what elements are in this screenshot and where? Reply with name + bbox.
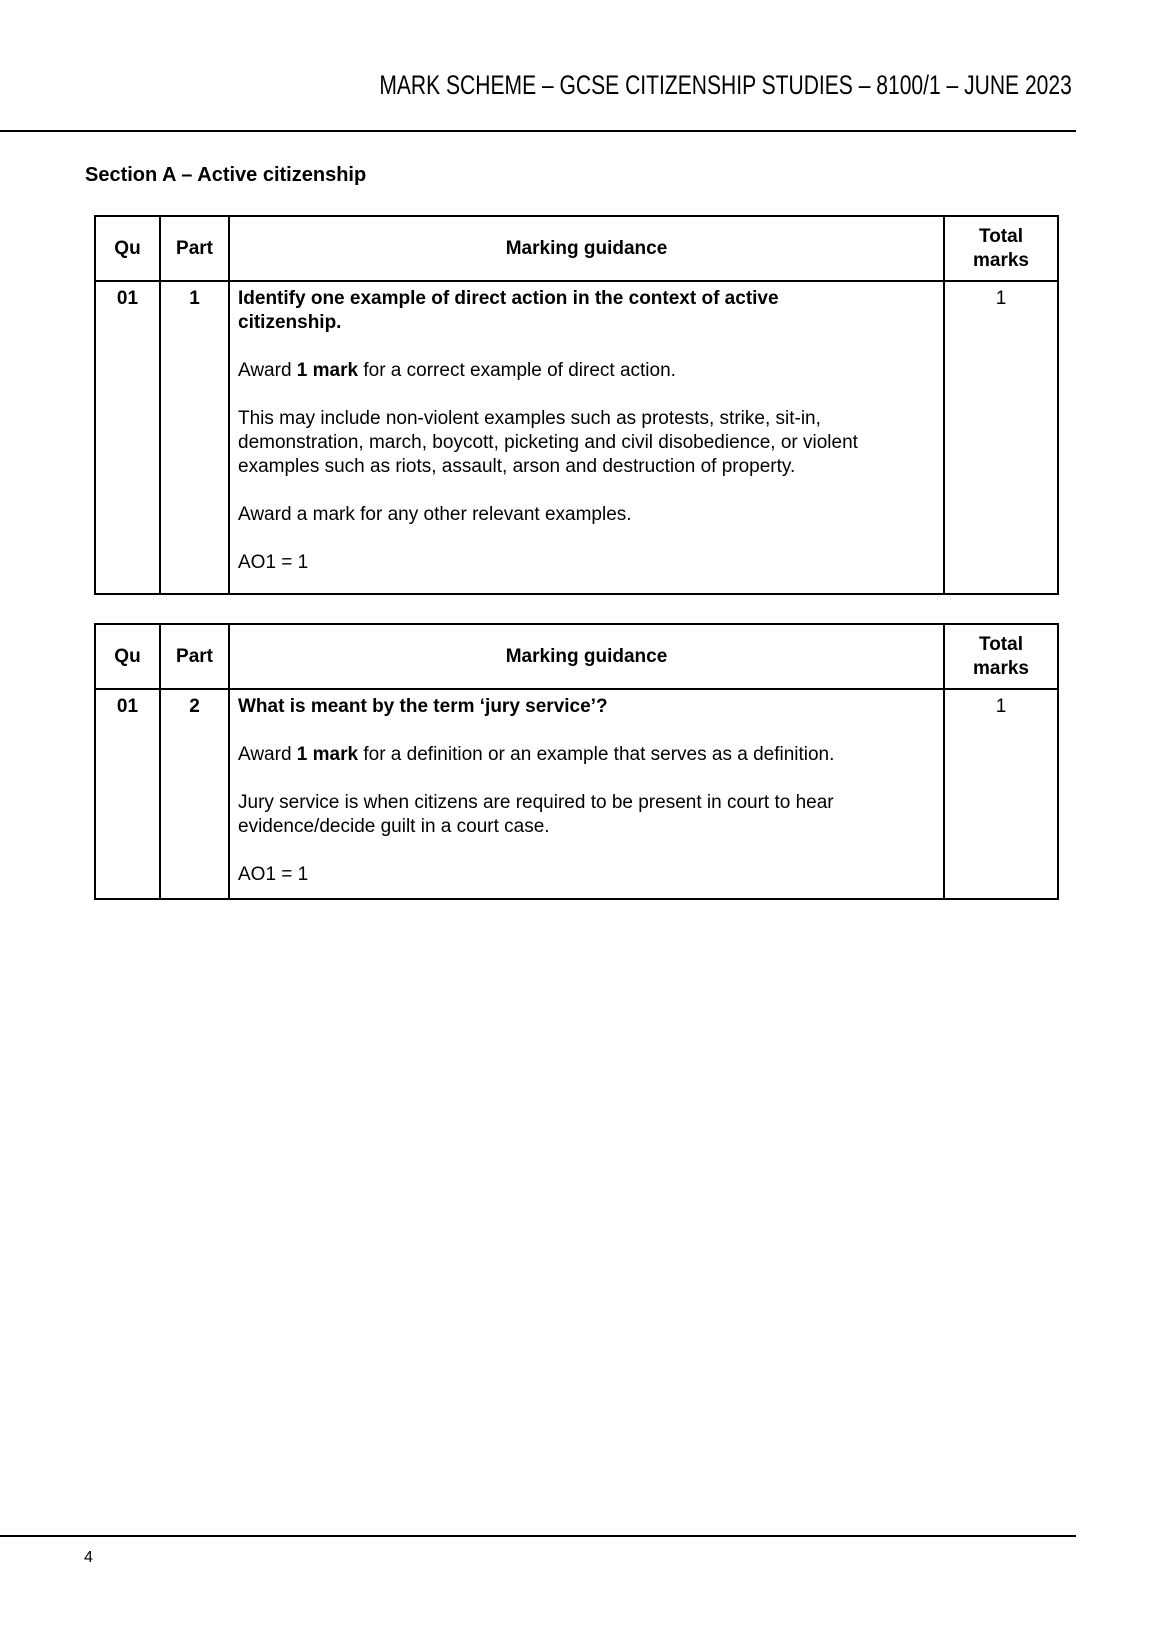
part-number-cell: 2 xyxy=(160,689,229,899)
guidance-paragraph: AO1 = 1 xyxy=(238,864,309,885)
qu-column-header: Qu xyxy=(95,624,160,689)
guidance-paragraph: Award 1 mark for a definition or an example that serves as a definition. xyxy=(238,744,835,765)
guidance-paragraph: Identify one example of direct action in the context of active citizenship. xyxy=(238,288,779,333)
footer-rule xyxy=(0,1535,1076,1537)
marking-table-1 xyxy=(94,215,1059,595)
marking-table-2 xyxy=(94,623,1059,900)
guidance-paragraph: Award 1 mark for a correct example of direct action. xyxy=(238,360,676,381)
table-row xyxy=(95,689,1058,899)
guidance-paragraph: Award a mark for any other relevant examples. xyxy=(238,504,632,525)
guidance-paragraph: Jury service is when citizens are required to be present in court to hear evidence/decide guilt in a court case. xyxy=(238,792,834,837)
part-column-header: Part xyxy=(160,216,229,281)
guidance-paragraph: AO1 = 1 xyxy=(238,552,309,573)
table-header-row xyxy=(95,624,1058,689)
guidance-paragraph: What is meant by the term ‘jury service’? xyxy=(238,696,608,717)
marking-guidance-cell xyxy=(229,689,944,899)
part-column-header: Part xyxy=(160,624,229,689)
table-header-row xyxy=(95,216,1058,281)
page-number: 4 xyxy=(84,1549,93,1566)
marking-guidance-column-header: Marking guidance xyxy=(229,216,944,281)
question-number-cell: 01 xyxy=(95,281,160,594)
marking-guidance-cell xyxy=(229,281,944,594)
section-heading: Section A – Active citizenship xyxy=(85,164,367,186)
table-row xyxy=(95,281,1058,594)
total-marks-cell: 1 xyxy=(944,281,1058,594)
marking-guidance-column-header: Marking guidance xyxy=(229,624,944,689)
page-header-title: MARK SCHEME – GCSE CITIZENSHIP STUDIES – 8100/1 – JUNE 2023 xyxy=(379,70,1072,100)
header-rule xyxy=(0,130,1076,132)
total-marks-column-header: Total marks xyxy=(944,624,1058,689)
part-number-cell: 1 xyxy=(160,281,229,594)
total-marks-cell: 1 xyxy=(944,689,1058,899)
total-marks-column-header: Total marks xyxy=(944,216,1058,281)
guidance-paragraph: This may include non-violent examples such as protests, strike, sit-in, demonstration, march, boycott, picketing and civil disobedience, or violent examples such as riots, assault, arson and destruction of property. xyxy=(238,408,858,477)
qu-column-header: Qu xyxy=(95,216,160,281)
question-number-cell: 01 xyxy=(95,689,160,899)
